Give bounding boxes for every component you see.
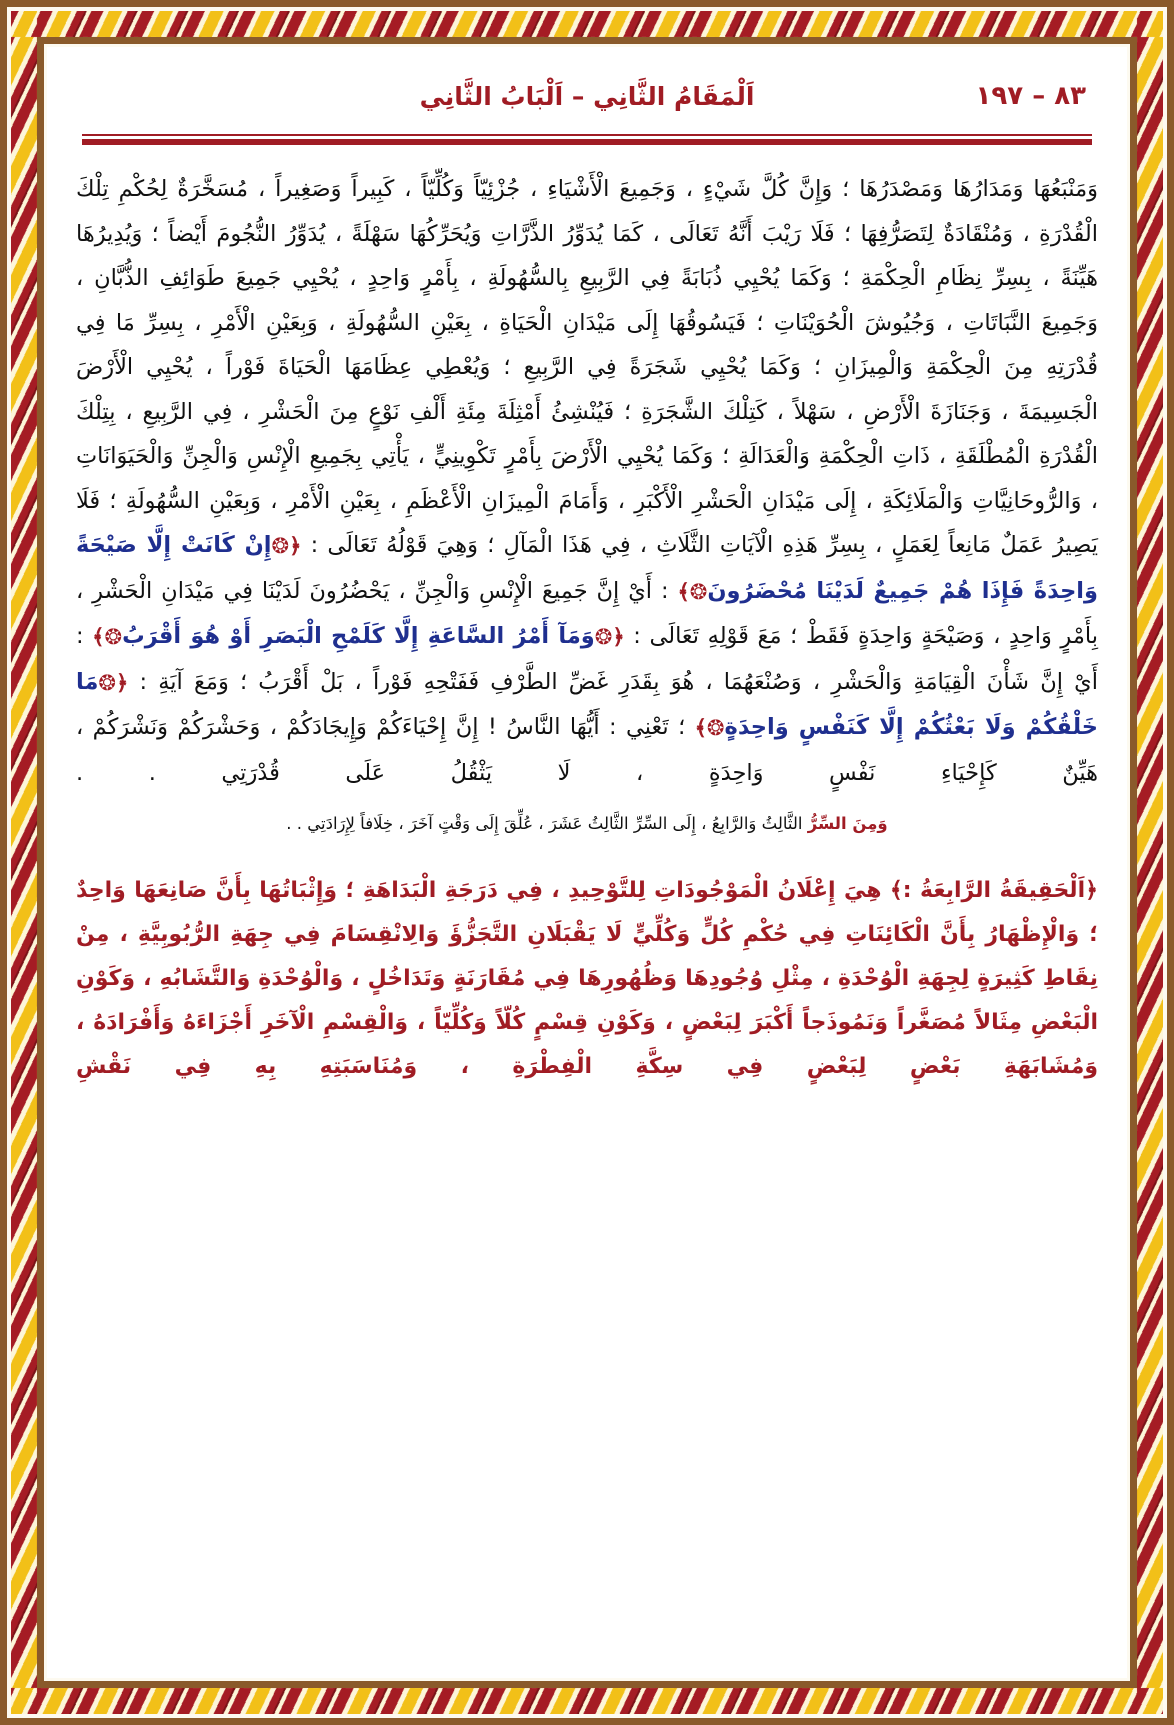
quran-verse-2: وَمَآ أَمْرُ السَّاعَةِ إِلَّا كَلَمْحِ الْبَصَرِ أَوْ هُوَ أَقْرَبُ <box>122 623 595 649</box>
body-run-2: : أَيْ إِنَّ شَأْنَ الْقِيَامَةِ وَالْحَشْرِ ، وَصُنْعَهُمَا ، هُوَ بِقَدَرِ غَضِّ الطَّرْفِ فَفَتْحِهِ فَوْراً ، بَلْ أَقْرَبُ ؛ وَمَعَ آيَةِ : <box>76 623 1098 695</box>
divider-thin-line <box>82 134 1092 136</box>
page-number: ٨٣ – ١٩٧ <box>975 81 1086 111</box>
body-run-3: ؛ تَعْنِي : أَيُّهَا النَّاسُ ! إِنَّ إِحْيَاءَكُمْ وَإِيجَادَكُمْ ، وَحَشْرَكُمْ وَنَشْرَكُمْ ، هَيِّنٌ كَإِحْيَاءِ نَفْسٍ وَاحِدَةٍ ، لَا يَثْقُلُ عَلَى قُدْرَتِي . . <box>76 714 1098 786</box>
quran-verse-3: مَا خَلْقُكُمْ وَلَا بَعْثُكُمْ إِلَّا كَنَفْسٍ وَاحِدَةٍ <box>76 668 1098 740</box>
bracket-close-icon: ﴾ <box>889 878 903 903</box>
divider-thick-line <box>82 139 1092 145</box>
main-paragraph <box>70 167 1104 795</box>
ornament-flower-close-1: ❂﴾ <box>677 579 708 604</box>
ornament-flower-open-1: ﴿❂ <box>271 534 302 558</box>
ornament-flower-open-2: ﴿❂ <box>594 625 625 649</box>
bracket-open-icon: ﴿ <box>1085 878 1098 903</box>
body-run-1: : أَيْ إِنَّ جَمِيعَ الْإِنْسِ وَالْجِنِّ ، يَحْضُرُونَ لَدَيْنَا فِي مَيْدَانِ الْحَشْرِ ، بِأَمْرٍ وَاحِدٍ ، وَصَيْحَةٍ وَاحِدَةٍ فَقَطْ ؛ مَعَ قَوْلِهِ تَعَالَى : <box>76 577 1098 649</box>
red-section-text: هِيَ إِعْلَانُ الْمَوْجُودَاتِ لِلتَّوْحِيدِ ، فِي دَرَجَةِ الْبَدَاهَةِ ؛ وَإِثْبَاتُهَا بِأَنَّ صَانِعَهَا وَاحِدٌ ؛ وَالْإِظْهَارُ بِأَنَّ الْكَائِنَاتِ فِي حُكْمِ كُلٍّ وَكُلِّيٍّ لَا يَقْبَلَانِ التَّجَزُّؤَ وَالِانْقِسَامَ فِي جِهَةِ الرُّبُوبِيَّةِ ، مِنْ نِقَاطِ كَثِيرَةٍ لِجِهَةِ الْوُحْدَةِ ، مِثْلِ وُجُودِهَا وَظُهُورِهَا فِي مُقَارَنَةٍ وَتَدَاخُلٍ ، وَالْوُحْدَةِ وَالتَّشَابُهِ ، وَكَوْنِ الْبَعْضِ مِثَالاً مُصَغَّراً وَنَمُوذَجاً أَكْبَرَ لِبَعْضٍ ، وَكَوْنِ قِسْمٍ كُلّاً وَكُلِّيّاً ، وَالْقِسْمِ الْآخَرِ أَجْزَاءَهُ وَأَفْرَادَهُ ، وَمُشَابَهَةِ بَعْضٍ لِبَعْضٍ فِي سِكَّةِ الْفِطْرَةِ ، وَمُنَاسَبَتِهِ بِهِ فِي نَقْشِ <box>76 878 1098 1079</box>
header-divider <box>70 134 1104 145</box>
footnote-line <box>70 809 1104 839</box>
footnote-red-lead: وَمِنَ السِّرُّ <box>807 814 888 833</box>
page-title: اَلْمَقَامُ الثَّانِي – اَلْبَابُ الثَّانِي <box>419 81 755 111</box>
ornament-flower-open-3: ﴿❂ <box>98 670 129 695</box>
ornament-flower-close-2: ❂﴾ <box>92 625 123 649</box>
quran-verse-1: إِنْ كَانَتْ إِلَّا صَيْحَةً وَاحِدَةً فَإِذَا هُمْ جَمِيعٌ لَدَيْنَا مُحْضَرُونَ <box>76 532 1098 604</box>
page-header <box>70 60 1104 132</box>
red-section-paragraph <box>70 869 1104 1089</box>
ornament-flower-close-3: ❂﴾ <box>694 716 725 740</box>
red-section-heading: اَلْحَقِيقَةُ الرَّابِعَةُ : <box>902 878 1086 903</box>
page-content <box>48 48 1126 1677</box>
footnote-rest: الثَّالِثُ وَالرَّابِعُ ، إِلَى السِّرِّ الثَّالِثُ عَشَرَ ، عُلِّقَ إِلَى وَقْتٍ آخَرَ ، خِلَافاً لِإِرَادَتِي . . <box>286 814 803 833</box>
body-run-0: وَمَنْبَعُهَا وَمَدَارُهَا وَمَصْدَرُهَا ؛ وَإِنَّ كُلَّ شَيْءٍ ، وَجَمِيعَ الْأَشْيَاءِ ، جُزْئِيّاً وَكُلِّيّاً ، كَبِيراً وَصَغِيراً ، مُسَخَّرَةٌ لِحُكْمِ تِلْكَ الْقُدْرَةِ ، وَمُنْقَادَةٌ لِتَصَرُّفِهَا ؛ فَلَا رَيْبَ أَنَّهُ تَعَالَى ، كَمَا يُدَوِّرُ الذَّرَّاتِ وَيُحَرِّكُهَا سَهْلَةً ، يُدَوِّرُ النُّجُومَ أَيْضاً ؛ وَيُدِيرُهَا هَيِّنَةً ، بِسِرِّ نِظَامِ الْحِكْمَةِ ؛ وَكَمَا يُحْيِي ذُبَابَةً فِي الرَّبِيعِ بِالسُّهُولَةِ ، بِأَمْرٍ وَاحِدٍ ، يُحْيِي جَمِيعَ طَوَائِفِ الذُّبَّانِ ، وَجَمِيعَ النَّبَاتَاتِ ، وَجُيُوشَ الْحُوَيْنَاتِ ؛ فَيَسُوقُهَا إِلَى مَيْدَانِ الْحَيَاةِ ، بِعَيْنِ السُّهُولَةِ ، وَبِعَيْنِ الْأَمْرِ ، بِسِرِّ مَا فِي قُدْرَتِهِ مِنَ الْحِكْمَةِ وَالْمِيزَانِ ؛ وَكَمَا يُحْيِي شَجَرَةً فِي الرَّبِيعِ ؛ وَيُعْطِي عِظَامَهَا الْحَيَاةَ فَوْراً ، يُحْيِي الْأَرْضَ الْجَسِيمَةَ ، وَجَنَازَةَ الْأَرْضِ ، سَهْلاً ، كَتِلْكَ الشَّجَرَةِ ؛ فَيُنْشِئُ أَمْثِلَةَ مِئَةِ أَلْفِ نَوْعٍ مِنَ الْحَشْرِ ، فِي الرَّبِيعِ ، بِتِلْكَ الْقُدْرَةِ الْمُطْلَقَةِ ، ذَاتِ الْحِكْمَةِ وَالْعَدَالَةِ ؛ وَكَمَا يُحْيِي الْأَرْضَ بِأَمْرٍ تَكْوِينِيٍّ ، يَأْتِي بِجَمِيعِ الْإِنْسِ وَالْجِنِّ وَالْحَيَوَانَاتِ ، وَالرُّوحَانِيَّاتِ وَالْمَلَائِكَةِ ، إِلَى مَيْدَانِ الْحَشْرِ الْأَكْبَرِ ، وَأَمَامَ الْمِيزَانِ الْأَعْظَمِ ، بِعَيْنِ الْأَمْرِ ، وَبِعَيْنِ السُّهُولَةِ ؛ فَلَا يَصِيرُ عَمَلٌ مَانِعاً لِعَمَلٍ ، بِسِرِّ هَذِهِ الْآيَاتِ الثَّلَاثِ ، فِي هَذَا الْمَآلِ ؛ وَهِيَ قَوْلُهُ تَعَالَى : <box>76 176 1098 558</box>
